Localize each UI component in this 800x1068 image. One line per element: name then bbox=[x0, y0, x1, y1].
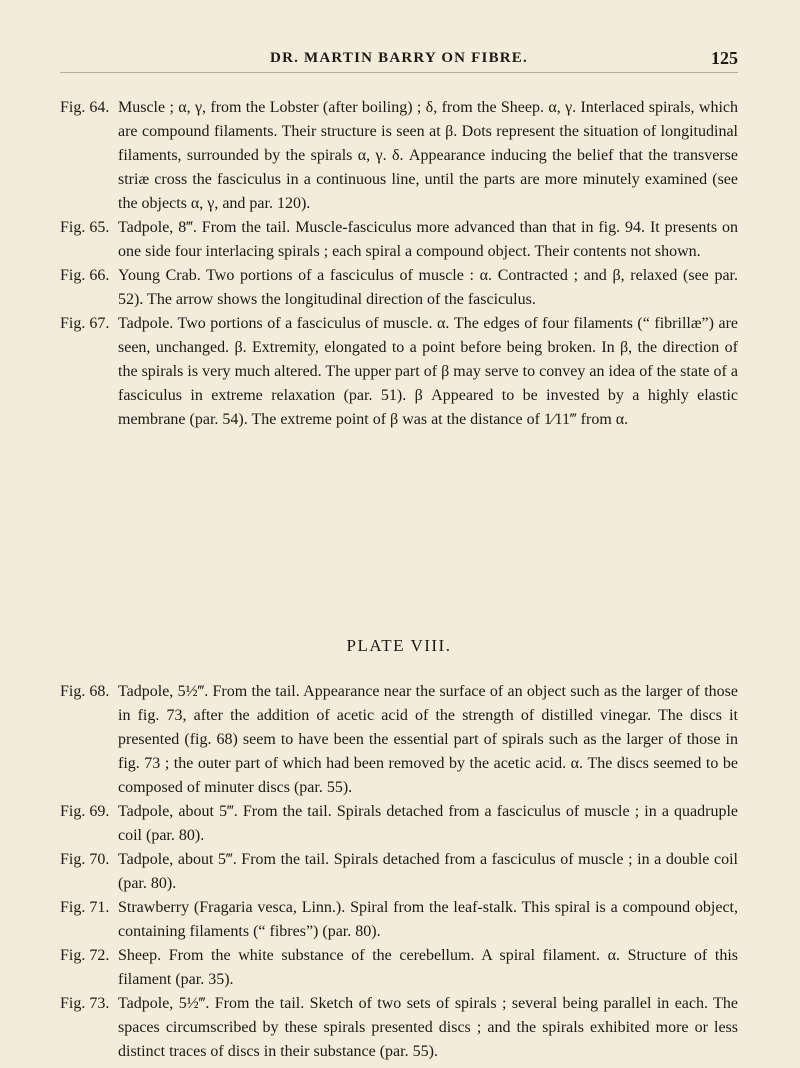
figure-entry-73 bbox=[60, 992, 738, 1064]
figure-description: Tadpole, about 5‴. From the tail. Spirals detached from a fasciculus of muscle ; in a quadruple coil (par. 80). bbox=[118, 803, 738, 844]
running-title: DR. MARTIN BARRY ON FIBRE. bbox=[270, 50, 528, 66]
figure-entry-72 bbox=[60, 944, 738, 992]
running-header bbox=[60, 46, 738, 73]
figure-entry-70 bbox=[60, 848, 738, 896]
figure-label: Fig. 69. bbox=[60, 803, 110, 820]
page-number: 125 bbox=[711, 48, 738, 68]
figure-label: Fig. 68. bbox=[60, 683, 110, 700]
figure-label: Fig. 72. bbox=[60, 947, 110, 964]
figure-description: Tadpole, about 5‴. From the tail. Spirals detached from a fasciculus of muscle ; in a double coil (par. 80). bbox=[118, 851, 738, 892]
figure-description: Tadpole, 5½‴. From the tail. Appearance near the surface of an object such as the larger of those in fig. 73, after the addition of acetic acid of the strength of distilled vinegar. The discs it presented (fig. 68) seem to have been the essential part of spirals such as the larger of those in fig. 73 ; the outer part of which had been removed by the acetic acid. α. The discs seemed to be composed of minuter discs (par. 55). bbox=[118, 683, 738, 796]
plate-heading: PLATE VIII. bbox=[346, 636, 452, 655]
figure-entry-68 bbox=[60, 680, 738, 800]
figure-entry-65 bbox=[60, 216, 738, 264]
figure-descriptions-plate-vii bbox=[60, 96, 738, 432]
figure-entry-66 bbox=[60, 264, 738, 312]
figure-label: Fig. 70. bbox=[60, 851, 110, 868]
figure-description: Tadpole, 8‴. From the tail. Muscle-fasciculus more advanced than that in fig. 94. It presents on one side four interlacing spirals ; each spiral a compound object. Their contents not shown. bbox=[118, 219, 738, 260]
figure-description: Muscle ; α, γ, from the Lobster (after boiling) ; δ, from the Sheep. α, γ. Interlaced spirals, which are compound filaments. Their structure is seen at β. Dots represent the situation of longitudinal filaments, surrounded by the spirals α, γ. δ. Appearance inducing the belief that the transverse striæ cross the fasciculus in a continuous line, until the parts are more minutely examined (see the objects α, γ, and par. 120). bbox=[118, 99, 738, 212]
figure-label: Fig. 71. bbox=[60, 899, 110, 916]
figure-entry-64 bbox=[60, 96, 738, 216]
figure-label: Fig. 64. bbox=[60, 99, 110, 116]
figure-label: Fig. 66. bbox=[60, 267, 110, 284]
figure-description: Young Crab. Two portions of a fasciculus of muscle : α. Contracted ; and β, relaxed (see par. 52). The arrow shows the longitudinal direction of the fasciculus. bbox=[118, 267, 738, 308]
figure-description: Strawberry (Fragaria vesca, Linn.). Spiral from the leaf-stalk. This spiral is a compound object, containing filaments (“ fibres”) (par. 80). bbox=[118, 899, 738, 940]
figure-descriptions-plate-viii bbox=[60, 680, 738, 1064]
figure-description: Tadpole, 5½‴. From the tail. Sketch of two sets of spirals ; several being parallel in each. The spaces circumscribed by these spirals presented discs ; and the spirals exhibited more or less distinct traces of discs in their substance (par. 55). bbox=[118, 995, 738, 1060]
figure-description: Sheep. From the white substance of the cerebellum. A spiral filament. α. Structure of this filament (par. 35). bbox=[118, 947, 738, 988]
figure-label: Fig. 67. bbox=[60, 315, 110, 332]
figure-entry-67 bbox=[60, 312, 738, 432]
figure-label: Fig. 65. bbox=[60, 219, 110, 236]
figure-label: Fig. 73. bbox=[60, 995, 110, 1012]
figure-entry-69 bbox=[60, 800, 738, 848]
figure-entry-71 bbox=[60, 896, 738, 944]
figure-description: Tadpole. Two portions of a fasciculus of muscle. α. The edges of four filaments (“ fibrillæ”) are seen, unchanged. β. Extremity, elongated to a point before being broken. In β, the direction of the spirals is very much altered. The upper part of β may serve to convey an idea of the state of a fasciculus in extreme relaxation (par. 51). β Appeared to be invested by a highly elastic membrane (par. 54). The extreme point of β was at the distance of 1⁄11‴ from α. bbox=[118, 315, 738, 428]
